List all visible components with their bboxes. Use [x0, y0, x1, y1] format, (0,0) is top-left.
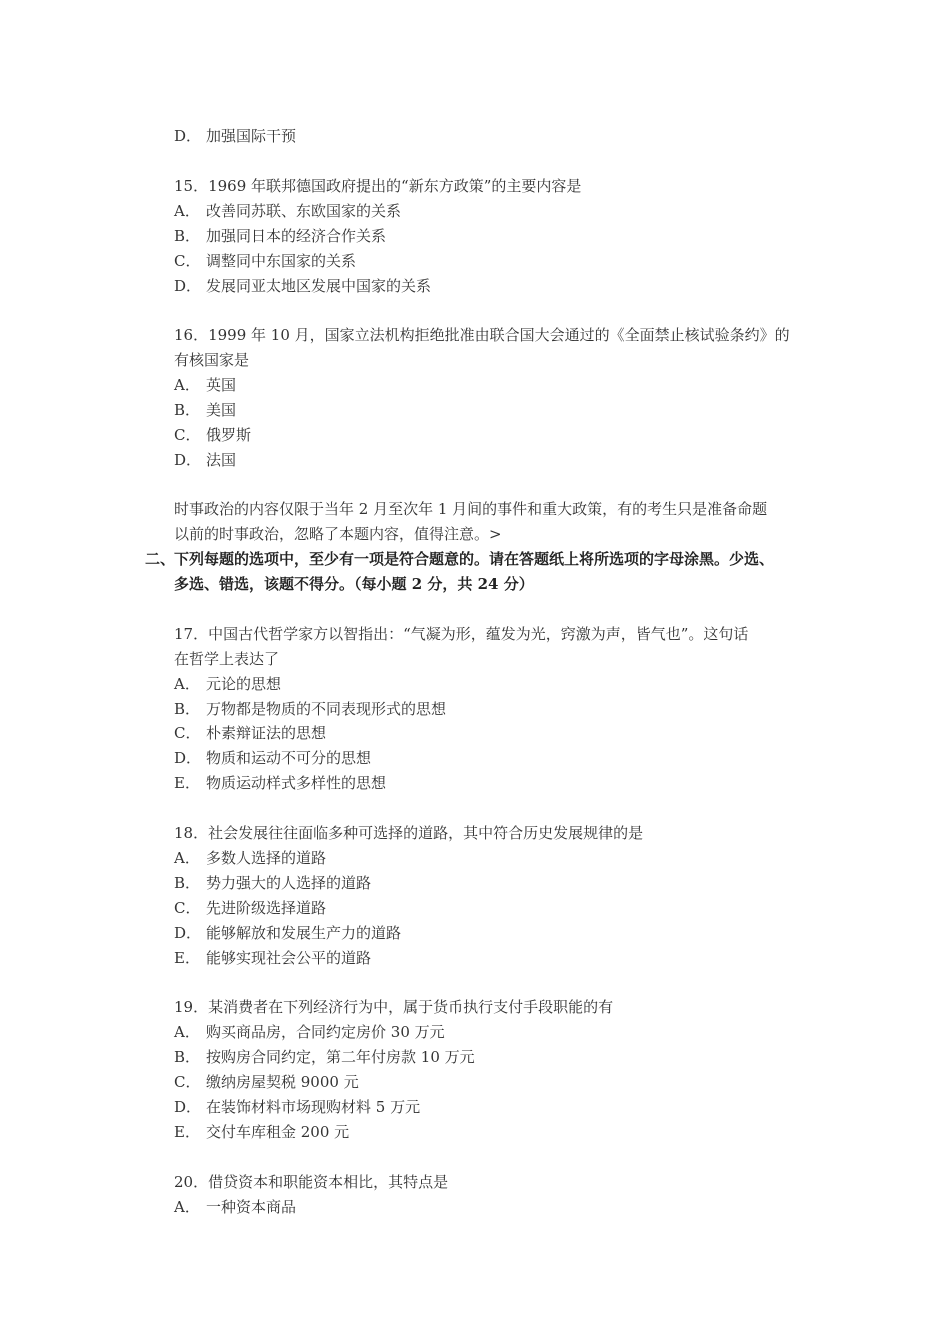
- option-letter: A．: [174, 1023, 200, 1041]
- q16-option-a: [174, 374, 236, 396]
- option-letter: A．: [174, 849, 200, 867]
- option-letter: B．: [174, 700, 201, 718]
- option-text: 多数人选择的道路: [206, 849, 327, 867]
- q15-option-d: [174, 275, 431, 297]
- option-letter: D．: [174, 924, 202, 942]
- option-text: 在装饰材料市场现购材料 5 万元: [206, 1098, 421, 1116]
- option-text: 万物都是物质的不同表现形式的思想: [206, 700, 447, 718]
- q17-stem-line2: 在哲学上表达了: [174, 650, 280, 668]
- option-text: 加强同日本的经济合作关系: [206, 227, 387, 245]
- q18-stem: 18．社会发展往往面临多种可选择的道路，其中符合历史发展规律的是: [174, 824, 644, 842]
- section-number: 二、: [145, 550, 176, 568]
- section-heading: [145, 548, 774, 570]
- q15-option-b: [174, 225, 386, 247]
- option-text: 英国: [206, 376, 237, 394]
- q17-option-e: [174, 772, 386, 794]
- q17-option-b: [174, 698, 446, 720]
- option-text: 法国: [206, 451, 237, 469]
- option-letter: C．: [174, 1073, 201, 1091]
- option-text: 势力强大的人选择的道路: [206, 874, 372, 892]
- option-letter: B．: [174, 1048, 201, 1066]
- option-text: 物质和运动不可分的思想: [206, 749, 372, 767]
- q14-option-d: [174, 125, 296, 147]
- option-letter: B．: [174, 227, 201, 245]
- q19-option-c: [174, 1071, 359, 1093]
- option-text: 购买商品房，合同约定房价 30 万元: [206, 1023, 445, 1041]
- option-letter: E．: [174, 949, 200, 967]
- q16-option-c: [174, 424, 251, 446]
- option-letter: A．: [174, 675, 200, 693]
- option-letter: D．: [174, 1098, 202, 1116]
- option-letter: C．: [174, 252, 201, 270]
- option-letter: E．: [174, 1123, 200, 1141]
- option-letter: B．: [174, 874, 201, 892]
- option-text: 调整同中东国家的关系: [206, 252, 357, 270]
- q15-stem: 15．1969 年联邦德国政府提出的“新东方政策”的主要内容是: [174, 177, 582, 195]
- q17-option-d: [174, 747, 371, 769]
- section-heading-line1: 下列每题的选项中，至少有一项是符合题意的。请在答题纸上将所选项的字母涂黑。少选、: [174, 550, 775, 568]
- option-text: 能够实现社会公平的道路: [206, 949, 372, 967]
- option-letter: A．: [174, 376, 200, 394]
- q15-option-a: [174, 200, 401, 222]
- q20-option-a: [174, 1196, 296, 1218]
- q18-option-a: [174, 847, 326, 869]
- option-letter: D．: [174, 127, 202, 145]
- option-text: 元论的思想: [206, 675, 282, 693]
- option-letter: C．: [174, 426, 201, 444]
- option-letter: B．: [174, 401, 201, 419]
- q19-stem: 19．某消费者在下列经济行为中，属于货币执行支付手段职能的有: [174, 998, 614, 1016]
- q17-option-a: [174, 673, 281, 695]
- option-text: 美国: [206, 401, 237, 419]
- option-text: 发展同亚太地区发展中国家的关系: [206, 277, 432, 295]
- option-letter: C．: [174, 724, 201, 742]
- q16-option-d: [174, 449, 236, 471]
- option-text: 能够解放和发展生产力的道路: [206, 924, 402, 942]
- q18-option-b: [174, 872, 371, 894]
- q15-option-c: [174, 250, 356, 272]
- option-text: 改善同苏联、东欧国家的关系: [206, 202, 402, 220]
- option-text: 先进阶级选择道路: [206, 899, 327, 917]
- option-letter: D．: [174, 451, 202, 469]
- q16-option-b: [174, 399, 236, 421]
- option-letter: D．: [174, 749, 202, 767]
- q17-stem-line1: 17．中国古代哲学家方以智指出：“气凝为形，蕴发为光，窍激为声，皆气也”。这句话: [174, 625, 749, 643]
- option-text: 俄罗斯: [206, 426, 252, 444]
- q19-option-e: [174, 1121, 349, 1143]
- q17-option-c: [174, 722, 326, 744]
- option-text: 加强国际干预: [206, 127, 297, 145]
- option-text: 朴素辩证法的思想: [206, 724, 327, 742]
- q18-option-c: [174, 897, 326, 919]
- q18-option-e: [174, 947, 371, 969]
- option-letter: C．: [174, 899, 201, 917]
- q16-stem-line1: 16．1999 年 10 月，国家立法机构拒绝批准由联合国大会通过的《全面禁止核试验条约》的: [174, 326, 790, 344]
- option-text: 物质运动样式多样性的思想: [206, 774, 387, 792]
- q18-option-d: [174, 922, 401, 944]
- option-text: 按购房合同约定，第二年付房款 10 万元: [206, 1048, 475, 1066]
- q20-stem: 20．借贷资本和职能资本相比，其特点是: [174, 1173, 449, 1191]
- q19-option-b: [174, 1046, 475, 1068]
- q19-option-a: [174, 1021, 445, 1043]
- option-text: 缴纳房屋契税 9000 元: [206, 1073, 359, 1091]
- option-letter: A．: [174, 202, 200, 220]
- section-heading-line2: 多选、错选，该题不得分。（每小题 2 分，共 24 分）: [174, 575, 534, 593]
- option-text: 交付车库租金 200 元: [206, 1123, 350, 1141]
- q19-option-d: [174, 1096, 420, 1118]
- option-text: 一种资本商品: [206, 1198, 297, 1216]
- q16-stem-line2: 有核国家是: [174, 351, 250, 369]
- option-letter: A．: [174, 1198, 200, 1216]
- note-line1: 时事政治的内容仅限于当年 2 月至次年 1 月间的事件和重大政策，有的考生只是准备命题: [174, 500, 768, 518]
- option-letter: D．: [174, 277, 202, 295]
- note-line2: 以前的时事政治，忽略了本题内容，值得注意。>: [174, 525, 502, 543]
- option-letter: E．: [174, 774, 200, 792]
